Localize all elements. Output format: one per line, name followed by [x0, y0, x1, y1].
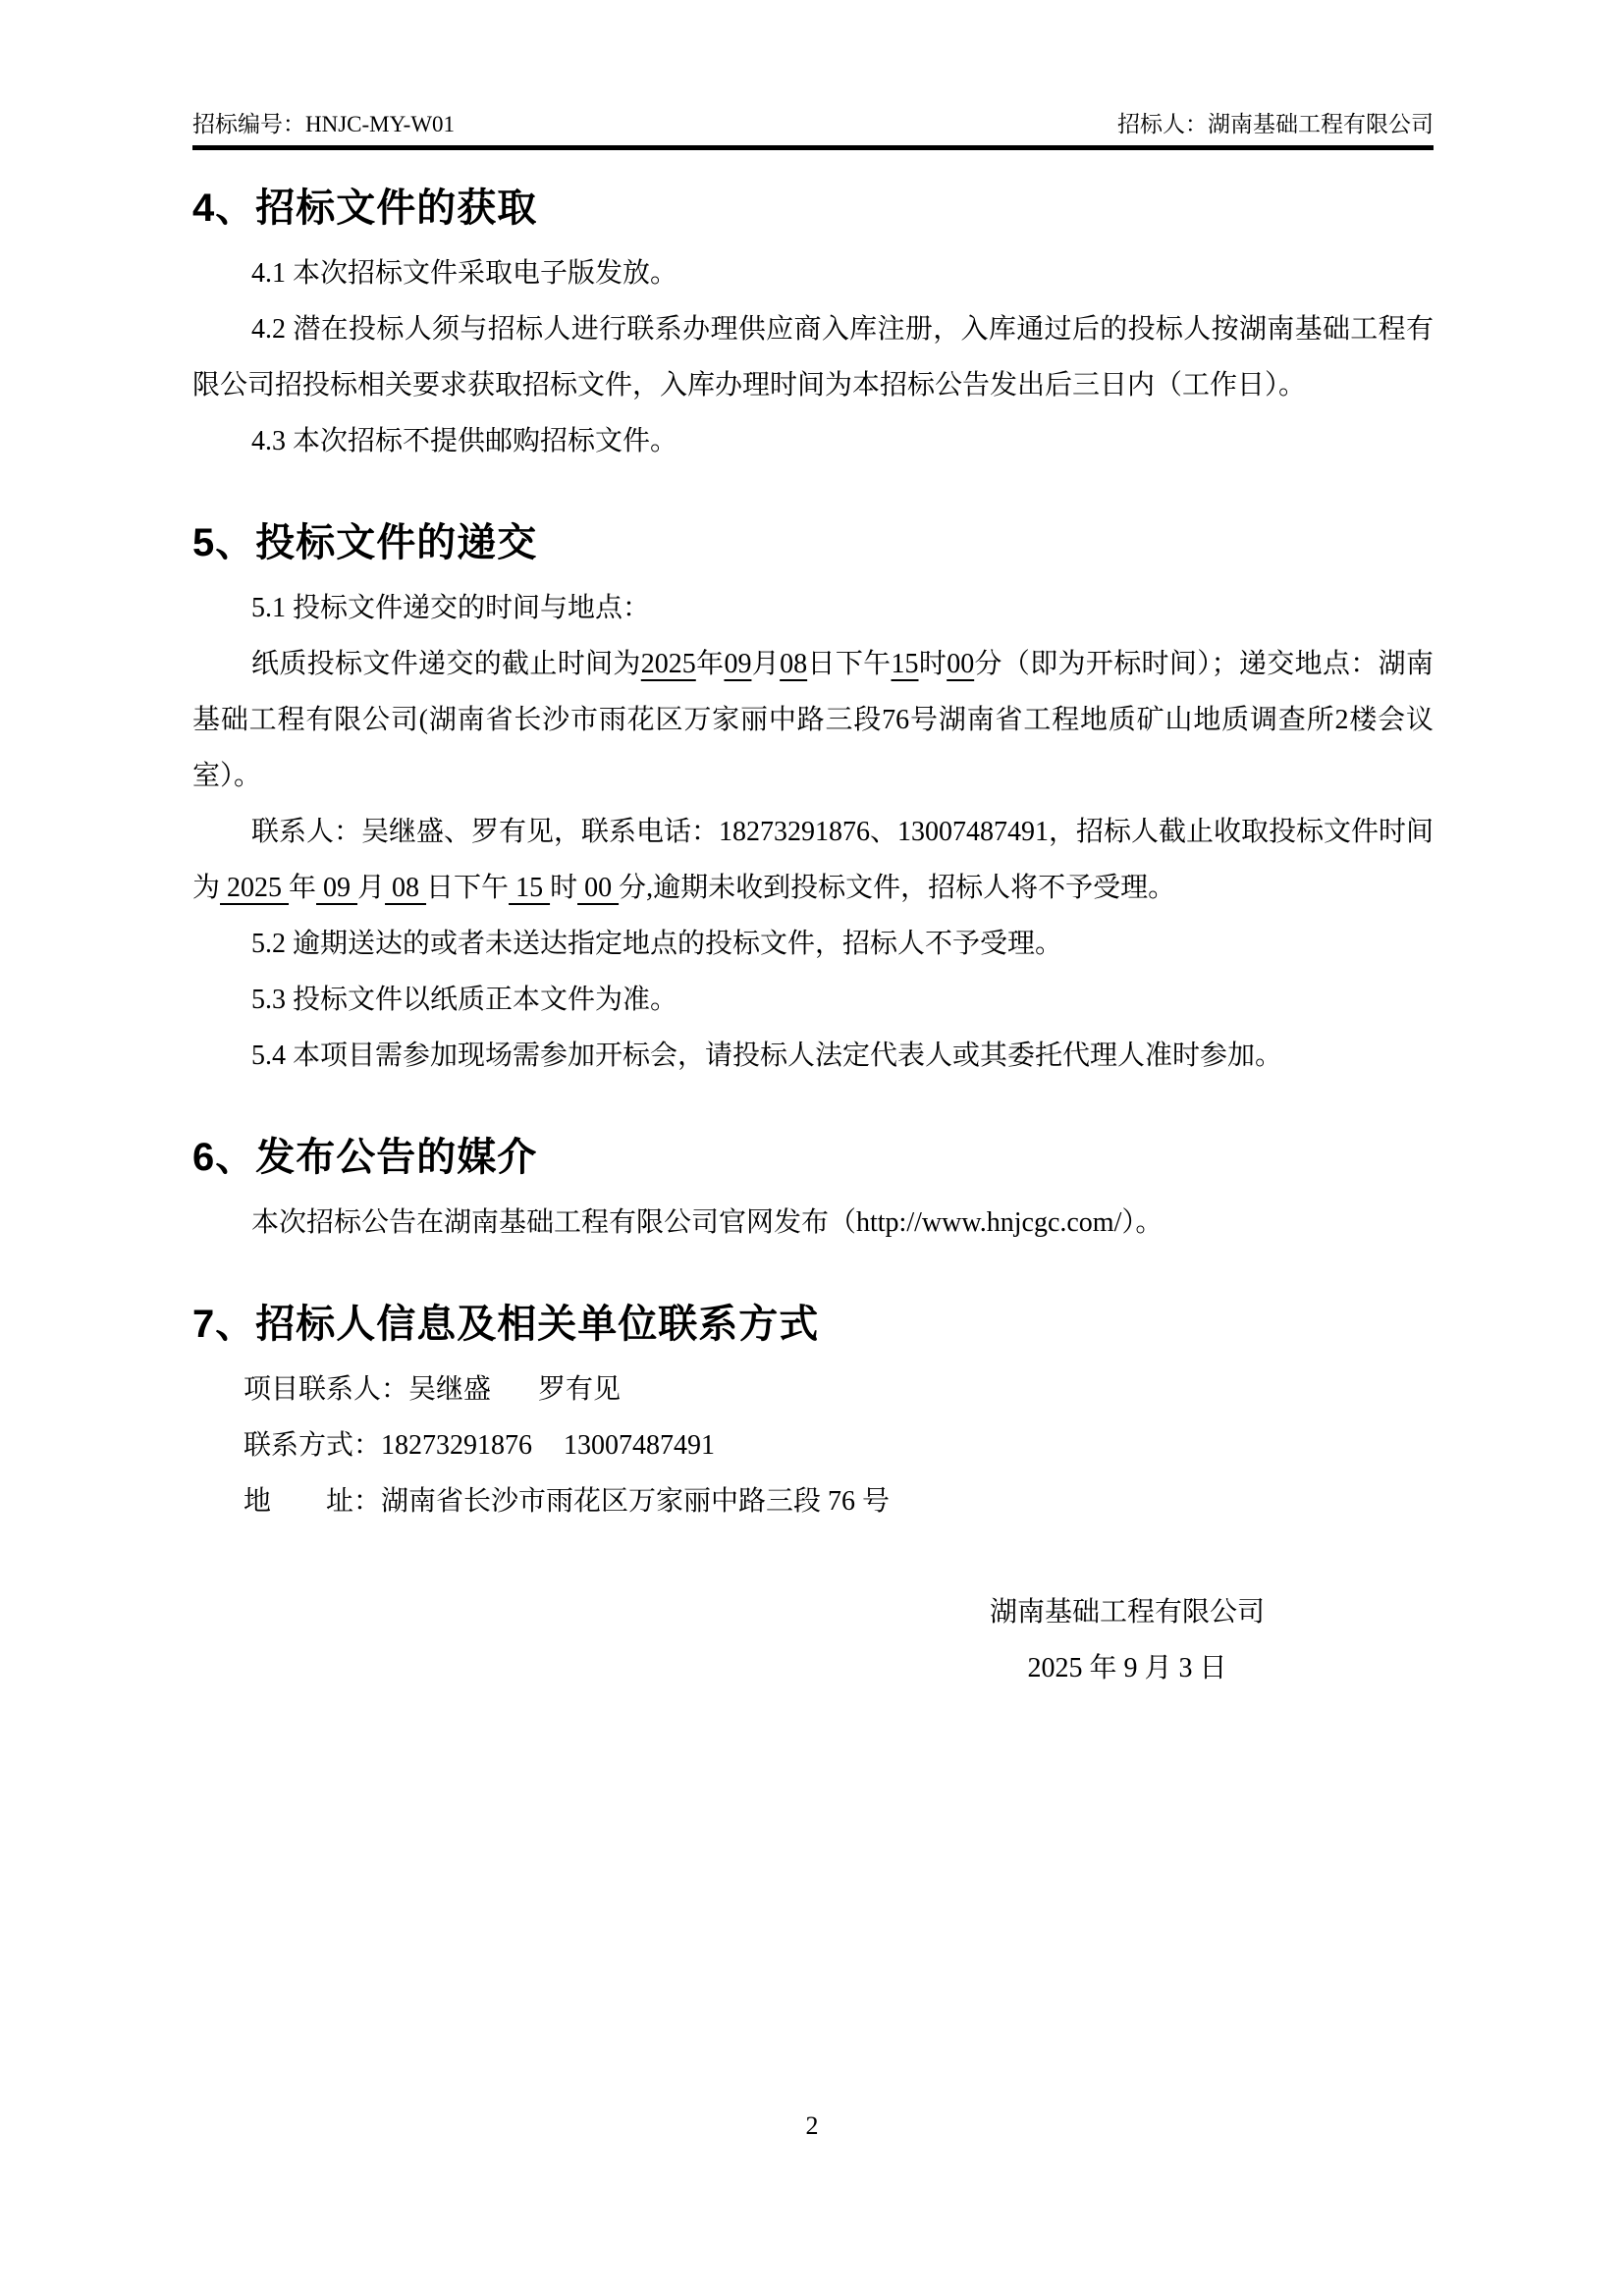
contact-row-address [192, 1473, 1434, 1529]
section5-deadline-paragraph [192, 636, 1434, 804]
text-run: 时 [550, 873, 578, 903]
section4-paragraph-2: 4.2 潜在投标人须与招标人进行联系办理供应商入库注册，入库通过后的投标人按湖南基础工程有限公司招投标相关要求获取招标文件，入库办理时间为本招标公告发出后三日内（工作日）。 [192, 314, 1434, 400]
text-run: 年 [695, 649, 725, 679]
section5-paragraph-1: 5.1 投标文件递交的时间与地点： [251, 593, 651, 623]
underlined-minute: 00 [947, 649, 975, 679]
contact-label: 联系方式： [244, 1430, 382, 1461]
contact-phone-1: 18273291876 [381, 1430, 533, 1461]
signature-company: 湖南基础工程有限公司 [989, 1597, 1265, 1628]
text-run: 月 [357, 873, 386, 903]
page-number: 2 [805, 2111, 819, 2140]
underlined-year: 2025 [220, 873, 290, 903]
contact-row-project-contacts [192, 1362, 1434, 1417]
section4-heading: 4、招标文件的获取 [192, 187, 538, 230]
section4-paragraph-3: 4.3 本次招标不提供邮购招标文件。 [251, 426, 678, 456]
contact-address: 湖南省长沙市雨花区万家丽中路三段 76 号 [381, 1486, 891, 1517]
section5-paragraph-4: 5.4 本项目需参加现场需参加开标会，请投标人法定代表人或其委托代理人准时参加。 [251, 1041, 1283, 1071]
document-body [192, 169, 1434, 1696]
signature-block [990, 1584, 1265, 1696]
header-tenderer: 招标人：湖南基础工程有限公司 [1117, 112, 1434, 136]
text-run: 日下午 [807, 649, 892, 679]
text-run: 日下午 [426, 873, 510, 903]
underlined-hour: 15 [891, 649, 919, 679]
underlined-day: 08 [780, 649, 808, 679]
signature-date: 2025 年 9 月 3 日 [1027, 1653, 1227, 1683]
underlined-month: 09 [316, 873, 358, 903]
section6-heading: 6、发布公告的媒介 [192, 1136, 538, 1179]
underlined-minute: 00 [577, 873, 620, 903]
contact-label: 地 址： [244, 1486, 382, 1517]
section5-heading: 5、投标文件的递交 [192, 521, 538, 564]
text-run: 时 [918, 649, 947, 679]
contact-name-2: 罗有见 [538, 1374, 622, 1405]
underlined-year: 2025 [640, 649, 696, 679]
text-run: 纸质投标文件递交的截止时间为 [251, 649, 641, 679]
contact-phone-2: 13007487491 [564, 1430, 716, 1461]
section5-paragraph-3: 5.3 投标文件以纸质正本文件为准。 [251, 985, 678, 1015]
contact-label: 项目联系人： [244, 1374, 409, 1405]
section6-paragraph-1: 本次招标公告在湖南基础工程有限公司官网发布（http://www.hnjcgc.com/）。 [251, 1207, 1164, 1238]
contact-name-1: 吴继盛 [408, 1374, 492, 1405]
page-header [192, 108, 1434, 150]
section5-paragraph-2: 5.2 逾期送达的或者未送达指定地点的投标文件，招标人不予受理。 [251, 929, 1063, 959]
text-run: 月 [751, 649, 781, 679]
contact-row-phone-numbers [192, 1417, 1434, 1473]
header-tender-number: 招标编号：HNJC-MY-W01 [192, 112, 456, 136]
text-run: 联系人：吴继盛、罗有见，联系电话：18273291876、13007487491，招标人截止收取投标文件时间为 [192, 817, 1435, 903]
text-run: 年 [289, 873, 317, 903]
section5-contact-paragraph [192, 804, 1434, 916]
underlined-day: 08 [385, 873, 427, 903]
underlined-month: 09 [724, 649, 752, 679]
underlined-hour: 15 [509, 873, 551, 903]
section4-paragraph-1: 4.1 本次招标文件采取电子版发放。 [251, 258, 678, 289]
text-run: 分（即为开标时间）；递交地点：湖南基础工程有限公司(湖南省长沙市雨花区万家丽中路三段76号湖南省工程地质矿山地质调查所2楼会议室）。 [192, 649, 1434, 791]
text-run: 分,逾期未收到投标文件，招标人将不予受理。 [619, 873, 1176, 903]
section7-heading: 7、招标人信息及相关单位联系方式 [192, 1303, 820, 1346]
